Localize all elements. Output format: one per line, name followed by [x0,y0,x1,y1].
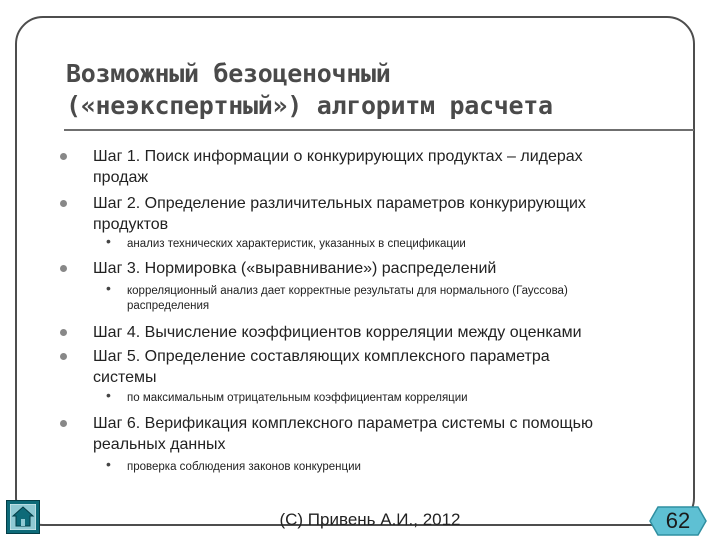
step-1-text-line-2: продаж [93,169,149,186]
step-1-text-line-1: Поиск информации о конкурирующих продуктах – лидерах [144,148,583,165]
sub-bullet-icon: • [106,233,111,249]
step-2-text-line-2: продуктов [93,216,169,233]
bullet-icon [60,153,67,160]
step-5-text-line-2: системы [93,369,157,386]
step-3-subitem [106,280,672,314]
step-6-subitem [106,456,672,475]
step-3-sub-line-1: корреляционный анализ дает корректные результаты для нормального (Гауссова) [127,285,568,297]
step-5-text-line-1: Определение составляющих комплексного параметра [144,348,550,365]
step-1-item [93,146,673,188]
step-6-sub-line-1: проверка соблюдения законов конкуренции [127,461,361,473]
bullet-icon [60,329,67,336]
bullet-icon [60,353,67,360]
step-4-text-line-1: Вычисление коэффициентов корреляции между оценками [144,324,582,341]
step-4-item [93,322,673,343]
step-2-text-line-1: Определение различительных параметров конкурирующих [144,195,586,212]
step-6-label: Шаг 6. [93,415,141,432]
bullet-icon [60,200,67,207]
footer-copyright: (C) Привень А.И., 2012 [279,510,461,529]
step-5-label: Шаг 5. [93,348,141,365]
step-5-sub-line-1: по максимальным отрицательным коэффициентам корреляции [127,392,468,404]
step-1-label: Шаг 1. [93,148,141,165]
step-6-item [93,413,673,455]
page-number-badge [649,506,707,536]
step-2-label: Шаг 2. [93,195,141,212]
title-line-2: («неэкспертный») алгоритм расчета [66,91,553,120]
step-2-subitem [106,233,672,252]
step-3-text-line-1: Нормировка («выравнивание») распределений [144,260,497,277]
step-3-sub-line-2: распределения [127,300,210,312]
title-line-1: Возможный безоценочный [66,59,391,88]
step-4-label: Шаг 4. [93,324,141,341]
step-5-subitem [106,387,672,406]
step-2-item [93,193,673,235]
page-number: 62 [665,508,691,533]
step-3-label: Шаг 3. [93,260,141,277]
sub-bullet-icon: • [106,456,111,472]
step-2-sub-line-1: анализ технических характеристик, указанных в спецификации [127,238,466,250]
sub-bullet-icon: • [106,280,111,296]
step-6-text-line-2: реальных данных [93,436,226,453]
step-5-item [93,346,673,388]
step-3-item [93,258,673,279]
step-6-text-line-1: Верификация комплексного параметра системы с помощью [144,415,593,432]
bullet-icon [60,265,67,272]
sub-bullet-icon: • [106,387,111,403]
bullet-icon [60,420,67,427]
